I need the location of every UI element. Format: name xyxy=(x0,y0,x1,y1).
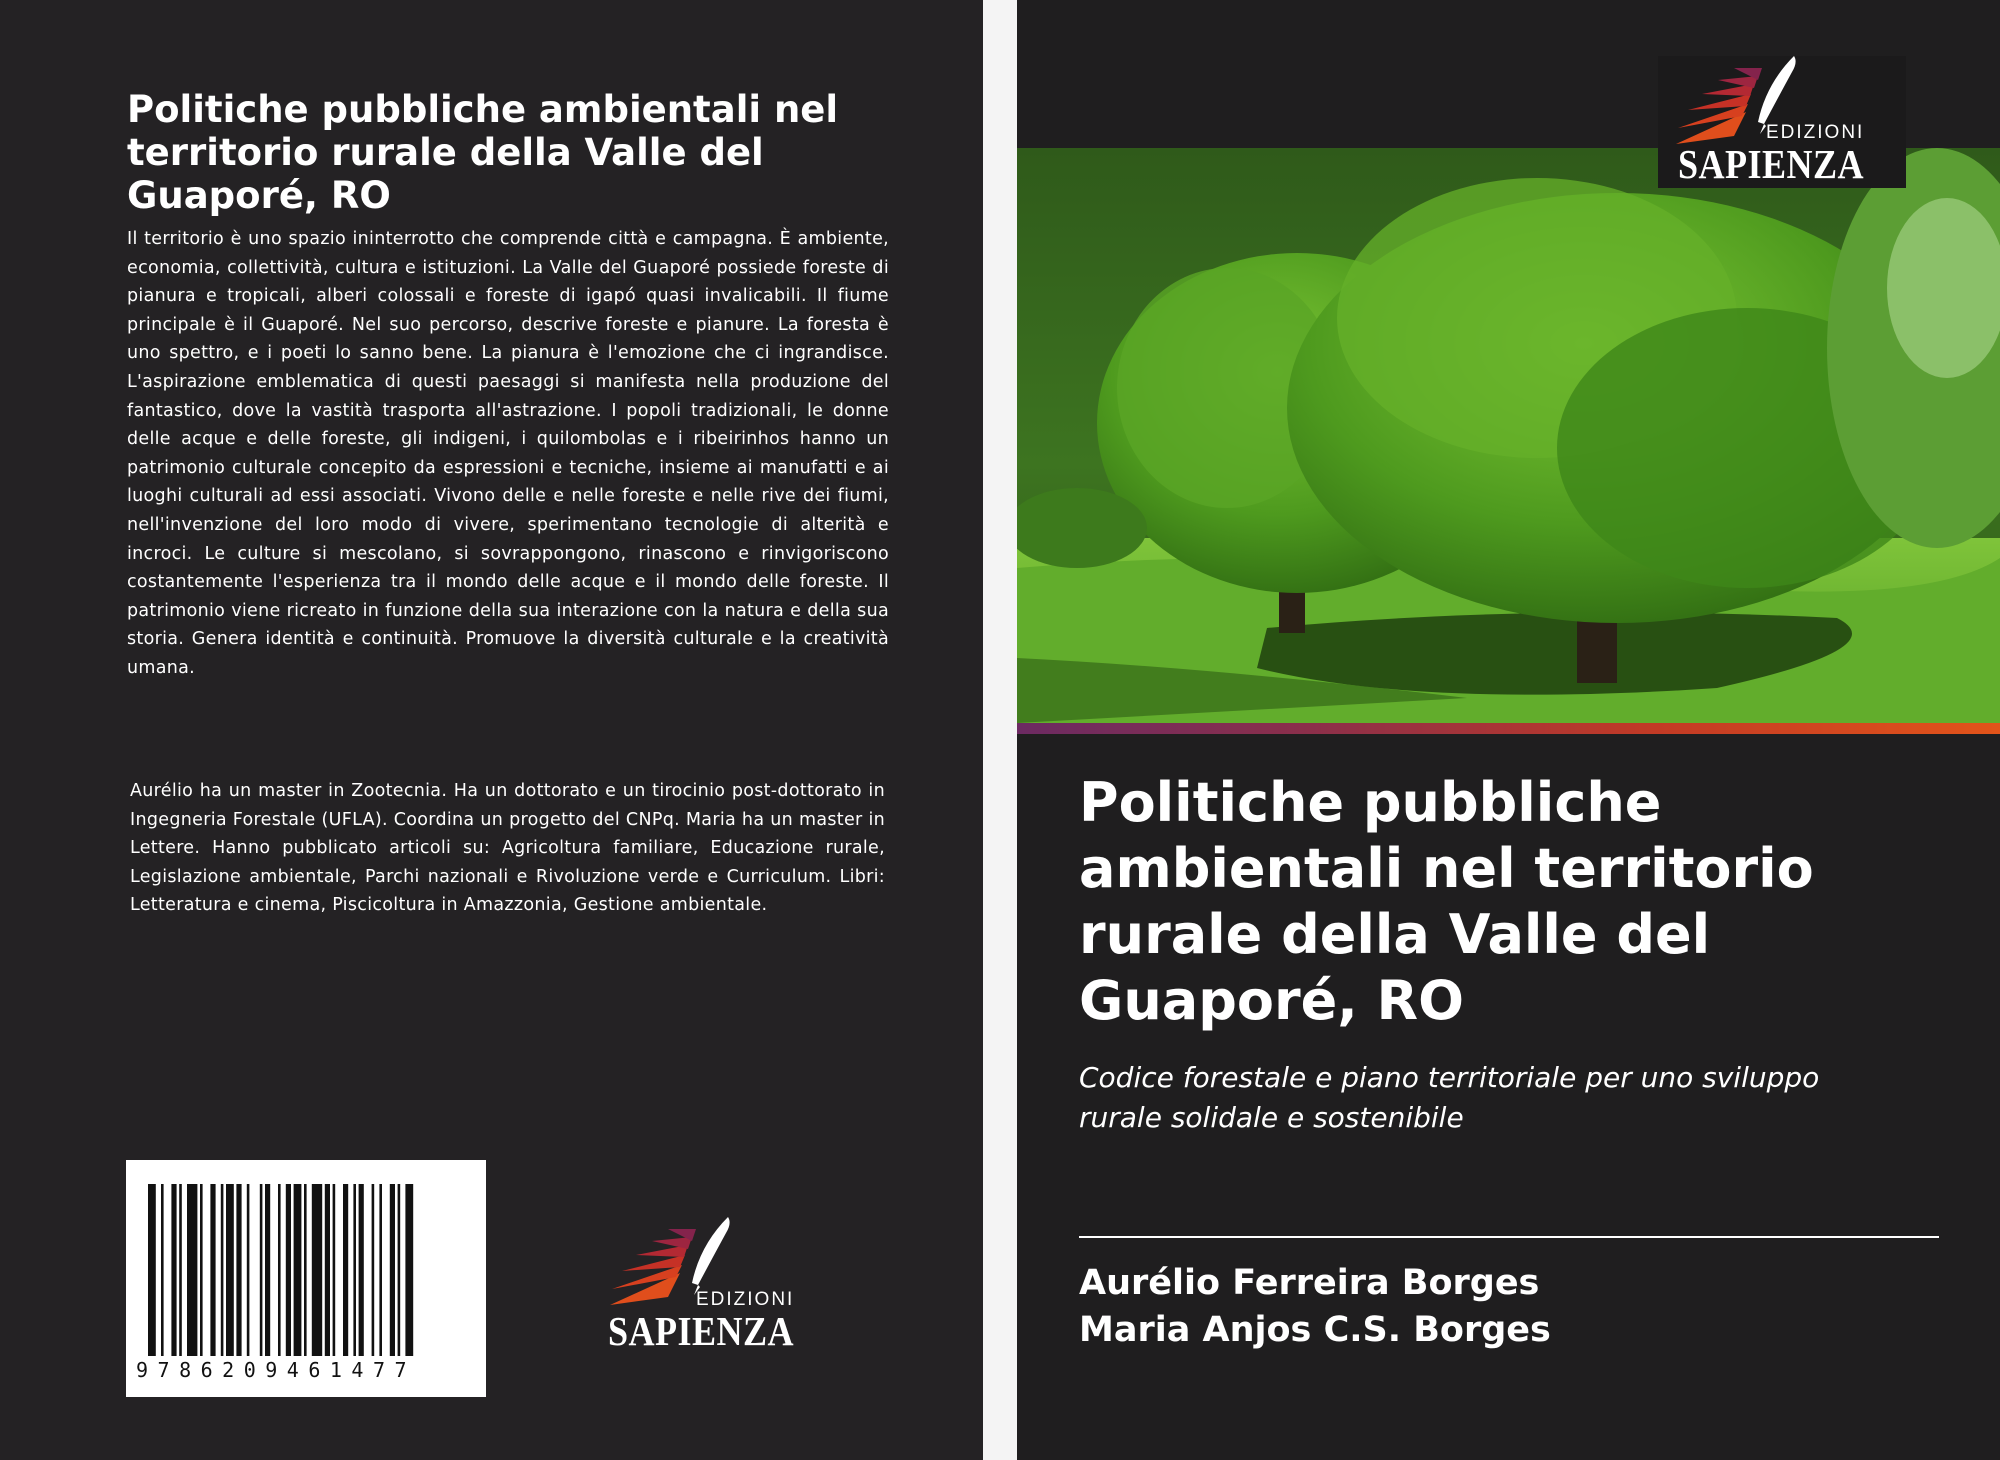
title-divider xyxy=(1079,1236,1939,1238)
author-name: Maria Anjos C.S. Borges xyxy=(1079,1310,1551,1350)
back-cover-title: Politiche pubbliche ambientali nel territorio rurale della Valle del Guaporé, RO xyxy=(127,88,839,217)
front-cover-subtitle: Codice forestale e piano territoriale per uno sviluppo rurale solidale e sostenibile xyxy=(1079,1061,1820,1134)
publisher-logo xyxy=(600,1215,830,1355)
barcode xyxy=(126,1160,486,1397)
barcode-digits: 9786209461477 xyxy=(136,1358,417,1382)
back-cover-description: Il territorio è uno spazio ininterrotto che comprende città e campagna. È ambiente, economia, collettività, cultura e istituzioni. La Valle del Guaporé possiede foreste di pianura e tropicali, alberi colossali e foreste di igapó quasi invalicabili. Il fiume principale è il Guaporé. Nel suo percorso, descrive foreste e pianure. La foresta è uno spettro, e i poeti lo sanno bene. La pianura è l'emozione che ci ingrandisce. L'aspirazione emblematica di questi paesaggi si manifesta nella produzione del fantastico, dove la vastità trasporta all'astrazione. I popoli tradizionali, le donne delle acque e delle foreste, gli indigeni, i quilombolas e i ribeirinhos hanno un patrimonio culturale concepito da espressioni e tecniche, insieme ai manufatti e ai luoghi culturali ad essi associati. Vivono delle e nelle foreste e nelle rive dei fiumi, nell'invenzione del loro modo di vivere, sperimentano tecnologie di alterità e incroci. Le culture si mescolano, si sovrappongono, rinascono e rinvigoriscono costantemente l'esperienza tra il mondo delle acque e il mondo delle foreste. Il patrimonio viene ricreato in funzione della sua interazione con la natura e della sua storia. Genera identità e continuità. Promuove la diversità culturale e la creatività umana. xyxy=(127,229,889,678)
author-name: Aurélio Ferreira Borges xyxy=(1079,1263,1540,1303)
front-cover xyxy=(1017,0,2000,1460)
publisher-line2: SAPIENZA xyxy=(608,1308,794,1354)
forest-tree-photo xyxy=(1017,148,2000,723)
publisher-logo-box xyxy=(1658,56,1906,188)
publisher-logo xyxy=(1666,56,1901,188)
back-cover xyxy=(0,0,983,1460)
front-cover-title: Politiche pubbliche ambientali nel territorio rurale della Valle del Guaporé, RO xyxy=(1079,771,1814,1032)
accent-bar xyxy=(1017,723,2000,734)
publisher-line2: SAPIENZA xyxy=(1678,141,1864,187)
barcode-bars-icon xyxy=(148,1184,464,1356)
publisher-line1: EDIZIONI xyxy=(696,1289,795,1310)
spine-gap xyxy=(983,0,1017,1460)
publisher-line1: EDIZIONI xyxy=(1766,122,1865,143)
author-bio: Aurélio ha un master in Zootecnia. Ha un dottorato e un tirocinio post-dottorato in Ingegneria Forestale (UFLA). Coordina un progetto del CNPq. Maria ha un master in Lettere. Hanno pubblicato articoli su: Agricoltura familiare, Educazione rurale, Legislazione ambientale, Parchi nazionali e Rivoluzione verde e Curriculum. Libri: Letteratura e cinema, Piscicoltura in Amazzonia, Gestione ambientale. xyxy=(130,781,885,916)
